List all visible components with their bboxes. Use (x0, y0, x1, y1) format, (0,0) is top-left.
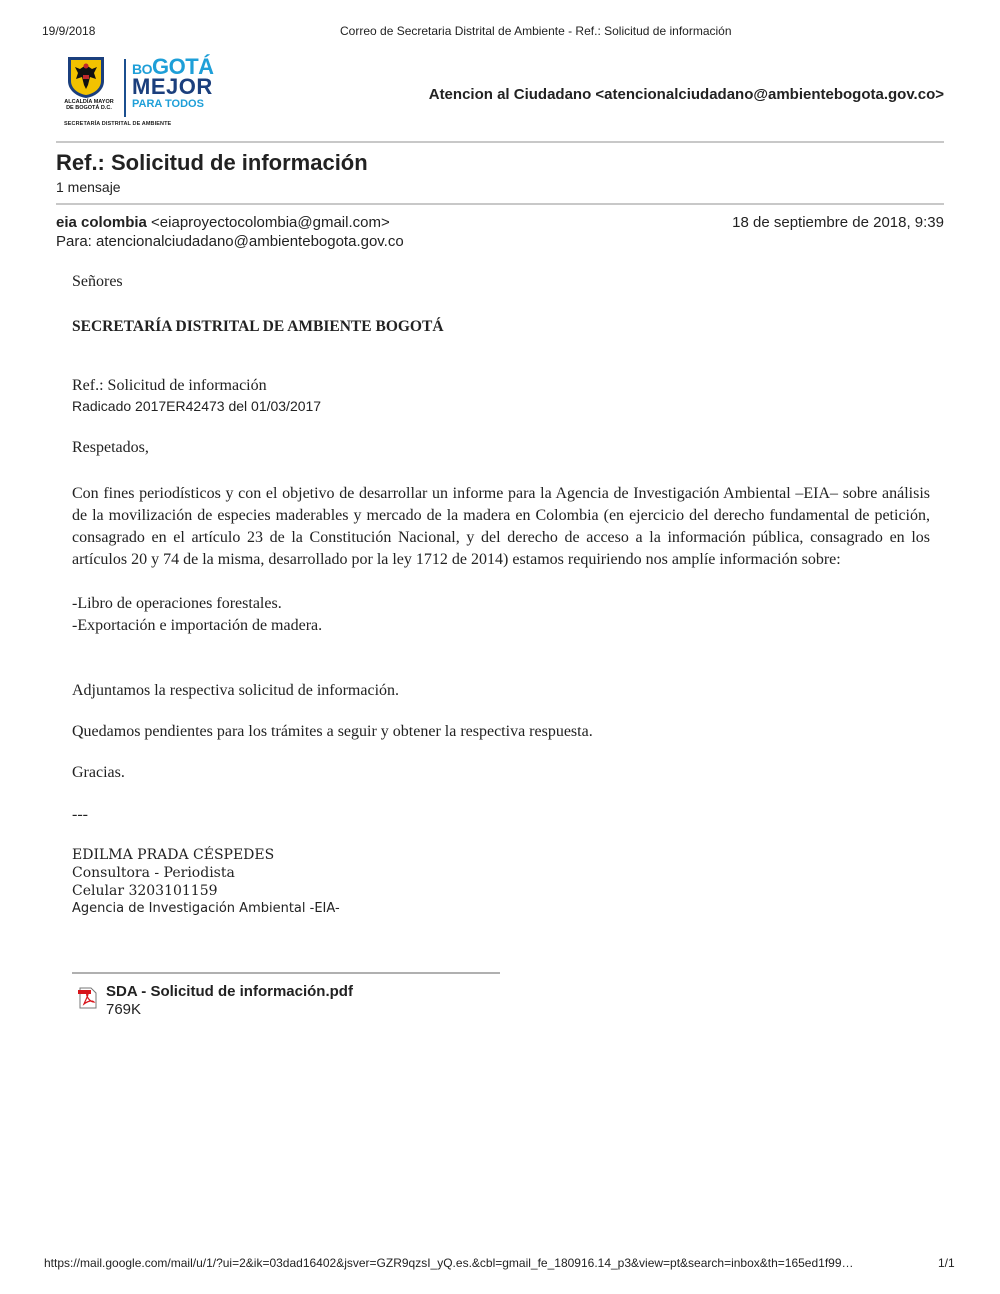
thanks: Gracias. (72, 764, 125, 781)
signature-org: Agencia de Investigación Ambiental -EIA- (72, 901, 340, 916)
thread-subject: Ref.: Solicitud de información (56, 150, 368, 175)
bogota-wordmark: BOGOTÁ (132, 54, 214, 79)
list-item: -Exportación e importación de madera. (72, 617, 323, 634)
print-date: 19/9/2018 (42, 24, 96, 38)
print-url: https://mail.google.com/mail/u/1/?ui=2&ik=03dad16402&jsver=GZR9qzsI_yQ.es.&cbl=gmail_fe_180916.14_p3&view=pt&search=inbox&th=165ed1f99… (44, 1256, 854, 1270)
attachment-filename[interactable]: SDA - Solicitud de información.pdf (106, 983, 353, 1000)
page-number: 1/1 (938, 1256, 955, 1270)
secretaria-label: SECRETARÍA DISTRITAL DE AMBIENTE (64, 121, 172, 127)
signature-role: Consultora - Periodista (72, 865, 235, 881)
sender-name: eia colombia (56, 214, 147, 231)
message-count: 1 mensaje (56, 179, 121, 195)
attached-note: Adjuntamos la respectiva solicitud de información. (72, 682, 400, 699)
alcaldia-label: ALCALDÍA MAYOR DE BOGOTÁ D.C. (64, 99, 114, 111)
sender (56, 214, 390, 231)
pdf-icon[interactable] (78, 987, 98, 1009)
greeting: Señores (72, 273, 123, 290)
recipient-org: SECRETARÍA DISTRITAL DE AMBIENTE BOGOTÁ (72, 318, 444, 335)
attachment-size: 769K (106, 1001, 142, 1018)
recipient: Para: atencionalciudadano@ambientebogota.gov.co (56, 233, 404, 250)
print-title: Correo de Secretaria Distrital de Ambiente - Ref.: Solicitud de información (340, 24, 732, 38)
reference-line: Ref.: Solicitud de información (72, 377, 267, 394)
mejor-wordmark: MEJOR (132, 74, 213, 99)
coat-of-arms-icon (66, 55, 106, 99)
organization-logo (58, 55, 228, 133)
logo-divider (124, 59, 126, 117)
signature (72, 846, 340, 918)
message-date: 18 de septiembre de 2018, 9:39 (732, 214, 944, 231)
radicado-line: Radicado 2017ER42473 del 01/03/2017 (72, 398, 322, 414)
request-paragraph: Con fines periodísticos y con el objetivo de desarrollar un informe para la Agencia de Investigación Ambiental –EIA– sobre análisis de la movilización de especies maderables y mercado de la madera en Colombia (en ejercicio del derecho fundamental de petición, consagrado en el artículo 23 de la Constitución Nacional, y del derecho de acceso a la información pública, consagrado en los artículos 20 y 74 de la misma, desarrollado por la ley 1712 de 2014) estamos requiriendo nos amplíe información sobre: (72, 485, 930, 568)
signature-name: EDILMA PRADA CÉSPEDES (72, 847, 275, 863)
pending-note: Quedamos pendientes para los trámites a seguir y obtener la respectiva respuesta. (72, 723, 593, 740)
signature-phone: Celular 3203101159 (72, 883, 218, 899)
para-todos-wordmark: PARA TODOS (132, 98, 204, 110)
list-item: -Libro de operaciones forestales. (72, 595, 282, 612)
thread-divider (56, 203, 944, 205)
signature-separator: --- (72, 806, 88, 823)
attachment-divider (72, 972, 500, 974)
account-identity: Atencion al Ciudadano <atencionalciudadano@ambientebogota.gov.co> (428, 86, 944, 103)
header-divider (56, 141, 944, 143)
salutation: Respetados, (72, 439, 149, 456)
sender-email: <eiaproyectocolombia@gmail.com> (151, 214, 390, 231)
